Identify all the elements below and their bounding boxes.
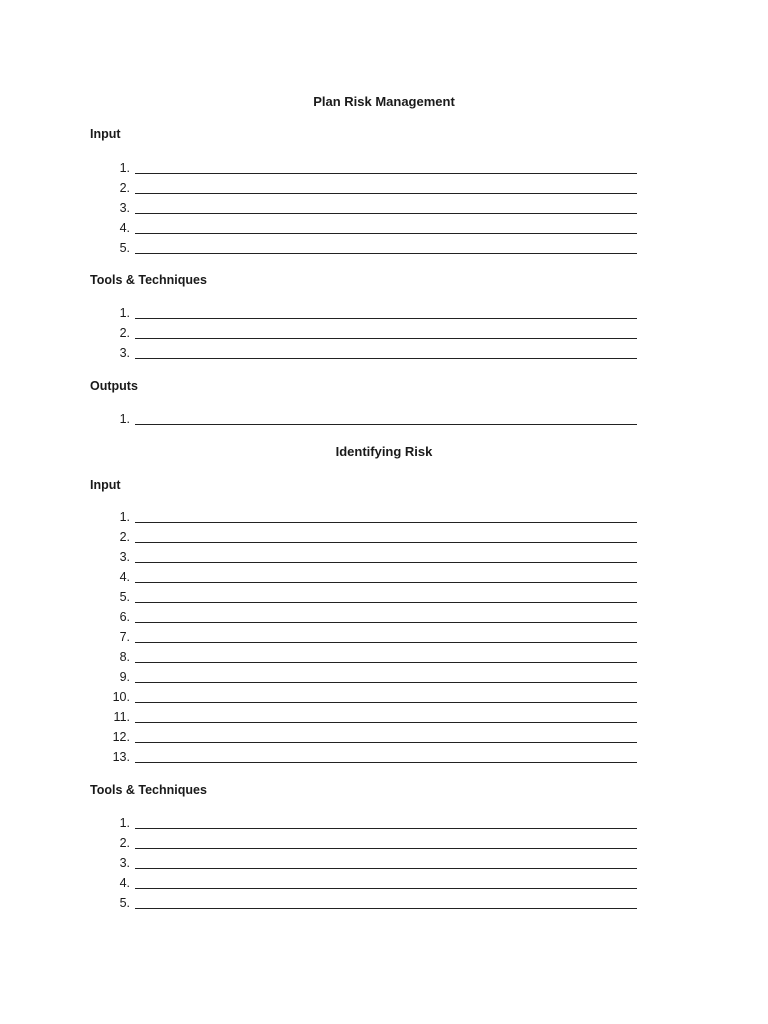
list-item-number: 1.	[119, 816, 130, 830]
list-item-number: 1.	[119, 412, 130, 426]
answer-line[interactable]	[135, 338, 637, 339]
answer-line[interactable]	[135, 213, 637, 214]
list-item-number: 4.	[119, 221, 130, 235]
section-title: Plan Risk Management	[313, 94, 455, 109]
list-item-number: 4.	[119, 570, 130, 584]
list-item-number: 5.	[119, 241, 130, 255]
answer-line[interactable]	[135, 888, 637, 889]
list-item-number: 2.	[119, 326, 130, 340]
answer-line[interactable]	[135, 848, 637, 849]
answer-line[interactable]	[135, 702, 637, 703]
answer-line[interactable]	[135, 542, 637, 543]
group-heading: Tools & Techniques	[90, 273, 207, 287]
answer-line[interactable]	[135, 582, 637, 583]
answer-line[interactable]	[135, 642, 637, 643]
answer-line[interactable]	[135, 424, 637, 425]
group-heading: Outputs	[90, 379, 138, 393]
answer-line[interactable]	[135, 358, 637, 359]
list-item-number: 3.	[119, 346, 130, 360]
list-item-number: 12.	[112, 730, 130, 744]
answer-line[interactable]	[135, 742, 637, 743]
list-item-number: 13.	[112, 750, 130, 764]
list-item-number: 7.	[119, 630, 130, 644]
answer-line[interactable]	[135, 868, 637, 869]
list-item-number: 2.	[119, 181, 130, 195]
answer-line[interactable]	[135, 722, 637, 723]
answer-line[interactable]	[135, 318, 637, 319]
list-item-number: 2.	[119, 836, 130, 850]
answer-line[interactable]	[135, 682, 637, 683]
answer-line[interactable]	[135, 662, 637, 663]
list-item-number: 8.	[119, 650, 130, 664]
answer-line[interactable]	[135, 562, 637, 563]
list-item-number: 3.	[119, 201, 130, 215]
list-item-number: 11.	[113, 710, 130, 724]
list-item-number: 4.	[119, 876, 130, 890]
group-heading: Tools & Techniques	[90, 783, 207, 797]
list-item-number: 2.	[119, 530, 130, 544]
answer-line[interactable]	[135, 233, 637, 234]
answer-line[interactable]	[135, 908, 637, 909]
answer-line[interactable]	[135, 522, 637, 523]
answer-line[interactable]	[135, 762, 637, 763]
answer-line[interactable]	[135, 193, 637, 194]
list-item-number: 3.	[119, 550, 130, 564]
answer-line[interactable]	[135, 828, 637, 829]
answer-line[interactable]	[135, 253, 637, 254]
list-item-number: 10.	[112, 690, 130, 704]
list-item-number: 1.	[119, 161, 130, 175]
list-item-number: 6.	[119, 610, 130, 624]
list-item-number: 5.	[119, 896, 130, 910]
answer-line[interactable]	[135, 602, 637, 603]
list-item-number: 1.	[119, 306, 130, 320]
group-heading: Input	[90, 478, 121, 492]
answer-line[interactable]	[135, 622, 637, 623]
group-heading: Input	[90, 127, 121, 141]
answer-line[interactable]	[135, 173, 637, 174]
list-item-number: 1.	[119, 510, 130, 524]
section-title: Identifying Risk	[335, 444, 433, 459]
list-item-number: 5.	[119, 590, 130, 604]
list-item-number: 3.	[119, 856, 130, 870]
list-item-number: 9.	[119, 670, 130, 684]
